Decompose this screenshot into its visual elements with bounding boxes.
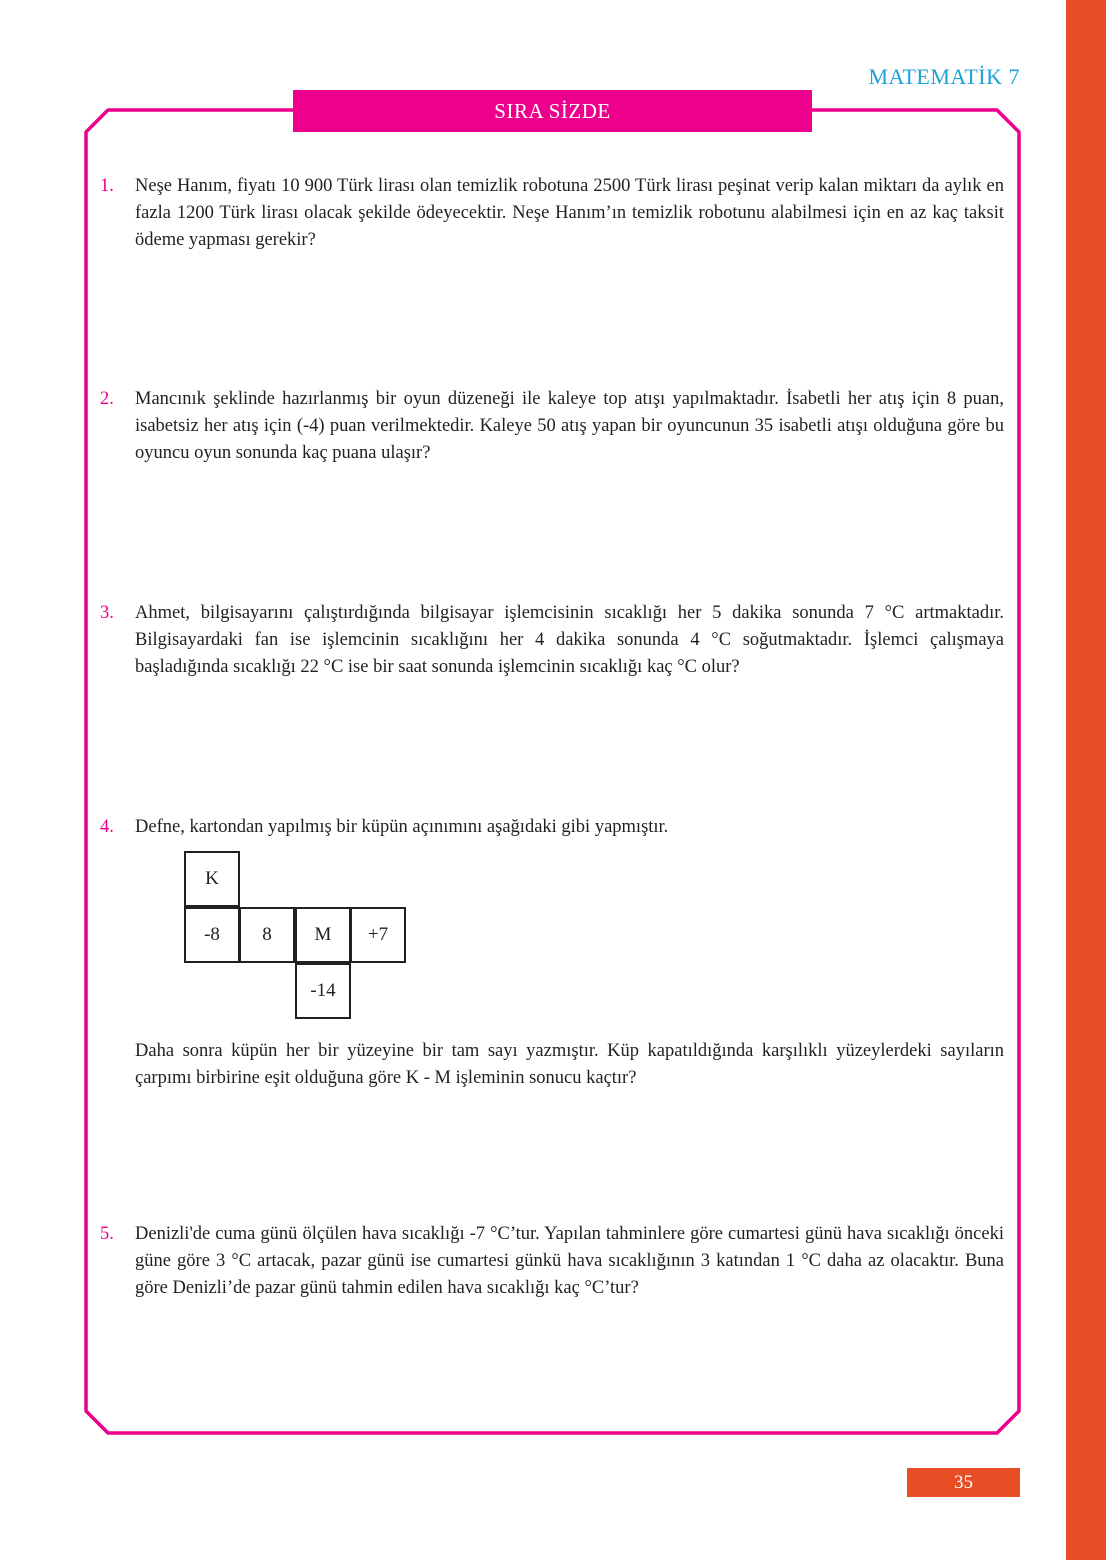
- question-1: [100, 173, 1004, 254]
- cube-face-row-1: -8: [184, 907, 240, 963]
- section-title-banner: SIRA SİZDE: [293, 90, 812, 132]
- cube-face-row-2: 8: [239, 907, 295, 963]
- cube-face-row-3: M: [295, 907, 351, 963]
- question-4-followup: [100, 1038, 1004, 1092]
- question-text: Ahmet, bilgisayarını çalıştırdığında bilgisayar işlemcisinin sıcaklığı her 5 dakika sonunda 7 °C artmaktadır. Bilgisayardaki fan ise işlemcinin sıcaklığını her 4 dakika sonunda 4 °C soğutmaktadır. İşlemci çalışmaya başladığında sıcaklığı 22 °C ise bir saat sonunda işlemcinin sıcaklığı kaç °C olur?: [135, 603, 1004, 677]
- question-4: [100, 814, 1004, 841]
- question-number: 1.: [100, 176, 114, 196]
- question-number: 2.: [100, 389, 114, 409]
- question-number: 4.: [100, 817, 114, 837]
- question-text: Defne, kartondan yapılmış bir küpün açınımını aşağıdaki gibi yapmıştır.: [135, 817, 669, 837]
- question-3: [100, 600, 1004, 681]
- subject-header: MATEMATİK 7: [868, 64, 1020, 89]
- question-text: Daha sonra küpün her bir yüzeyine bir tam sayı yazmıştır. Küp kapatıldığında karşılıklı yüzeylerdeki sayıların çarpımı birbirine eşit olduğuna göre K - M işleminin sonucu kaçtır?: [135, 1041, 1004, 1088]
- question-number: 5.: [100, 1224, 114, 1244]
- question-text: Neşe Hanım, fiyatı 10 900 Türk lirası olan temizlik robotuna 2500 Türk lirası peşinat verip kalan miktarı da aylık en fazla 1200 Türk lirası olacak şekilde ödeyecektir. Neşe Hanım’ın temizlik robotunu alabilmesi için en az kaç taksit ödeme yapması gerekir?: [135, 176, 1004, 250]
- question-number: 3.: [100, 603, 114, 623]
- question-text: Mancınık şeklinde hazırlanmış bir oyun düzeneği ile kaleye top atışı yapılmaktadır. İsabetli her atış için 8 puan, isabetsiz her atış için (-4) puan verilmektedir. Kaleye 50 atış yapan bir oyuncunun 35 isabetli atışı olduğuna göre bu oyuncu oyun sonunda kaç puana ulaşır?: [135, 389, 1004, 463]
- cube-face-row-4: +7: [350, 907, 406, 963]
- question-2: [100, 386, 1004, 467]
- cube-face-bottom: -14: [295, 963, 351, 1019]
- page-number: 35: [907, 1468, 1020, 1497]
- question-5: [100, 1221, 1004, 1302]
- cube-face-top: K: [184, 851, 240, 907]
- question-text: Denizli'de cuma günü ölçülen hava sıcaklığı -7 °C’tur. Yapılan tahminlere göre cumartesi günü hava sıcaklığı önceki güne göre 3 °C artacak, pazar günü ise cumartesi günkü hava sıcaklığının 3 katından 1 °C daha az olacaktır. Buna göre Denizli’de pazar günü tahmin edilen hava sıcaklığı kaç °C’tur?: [135, 1224, 1004, 1298]
